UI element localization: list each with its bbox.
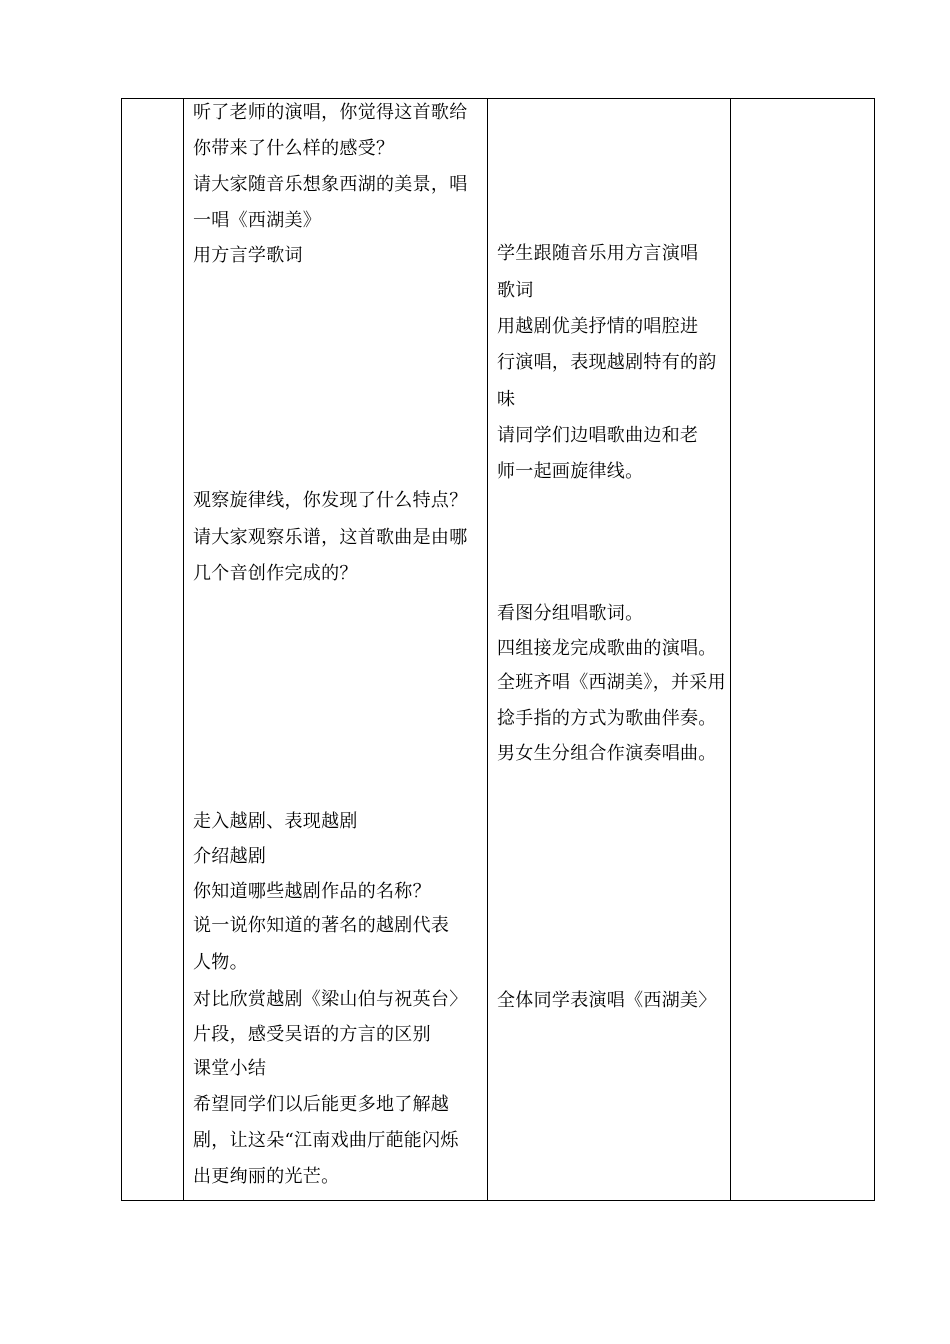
notes-column (731, 99, 874, 1200)
teacher-line: 听了老师的演唱，你觉得这首歌给 (193, 102, 468, 123)
student-line: 用越剧优美抒情的唱腔进 (497, 316, 699, 337)
teacher-line: 走入越剧、表现越剧 (193, 811, 358, 832)
teacher-line: 用方言学歌词 (193, 245, 303, 266)
stage-column (122, 99, 184, 1200)
teacher-line: 希望同学们以后能更多地了解越 (193, 1094, 450, 1115)
teacher-line: 几个音创作完成的？ (193, 563, 358, 584)
student-line: 四组接龙完成歌曲的演唱。 (497, 638, 717, 659)
student-line: 看图分组唱歌词。 (497, 603, 644, 624)
student-activity-column (488, 99, 731, 1200)
teacher-line: 你知道哪些越剧作品的名称？ (193, 881, 431, 902)
student-line: 师一起画旋律线。 (497, 461, 644, 482)
teacher-line: 你带来了什么样的感受？ (193, 138, 395, 159)
lesson-plan-table (121, 98, 875, 1201)
teacher-line: 说一说你知道的著名的越剧代表 (193, 915, 450, 936)
teacher-line: 请大家观察乐谱，这首歌曲是由哪 (193, 527, 468, 548)
teacher-line: 课堂小结 (193, 1058, 267, 1079)
teacher-activity-column (184, 99, 488, 1200)
teacher-line: 观察旋律线，你发现了什么特点？ (193, 490, 468, 511)
teacher-line: 请大家随音乐想象西湖的美景，唱 (193, 174, 468, 195)
student-line: 行演唱，表现越剧特有的韵 (497, 352, 717, 373)
teacher-line: 出更绚丽的光芒。 (193, 1166, 340, 1187)
student-line: 全体同学表演唱《西湖美〉 (497, 990, 717, 1011)
student-line: 请同学们边唱歌曲边和老 (497, 425, 699, 446)
teacher-line: 对比欣赏越剧《梁山伯与祝英台〉 (193, 989, 468, 1010)
student-line: 男女生分组合作演奏唱曲。 (497, 743, 717, 764)
teacher-line: 片段，感受吴语的方言的区别 (193, 1024, 431, 1045)
student-line: 学生跟随音乐用方言演唱 (497, 243, 699, 264)
student-line: 歌词 (497, 280, 534, 301)
teacher-line: 一唱《西湖美》 (193, 210, 322, 231)
teacher-line: 介绍越剧 (193, 846, 267, 867)
teacher-line: 剧，让这朵“江南戏曲厅葩能闪烁 (193, 1130, 459, 1151)
student-line: 全班齐唱《西湖美》，并采用 (497, 672, 726, 693)
teacher-line: 人物。 (193, 952, 248, 973)
student-line: 捻手指的方式为歌曲伴奏。 (497, 708, 717, 729)
student-line: 味 (497, 389, 516, 410)
